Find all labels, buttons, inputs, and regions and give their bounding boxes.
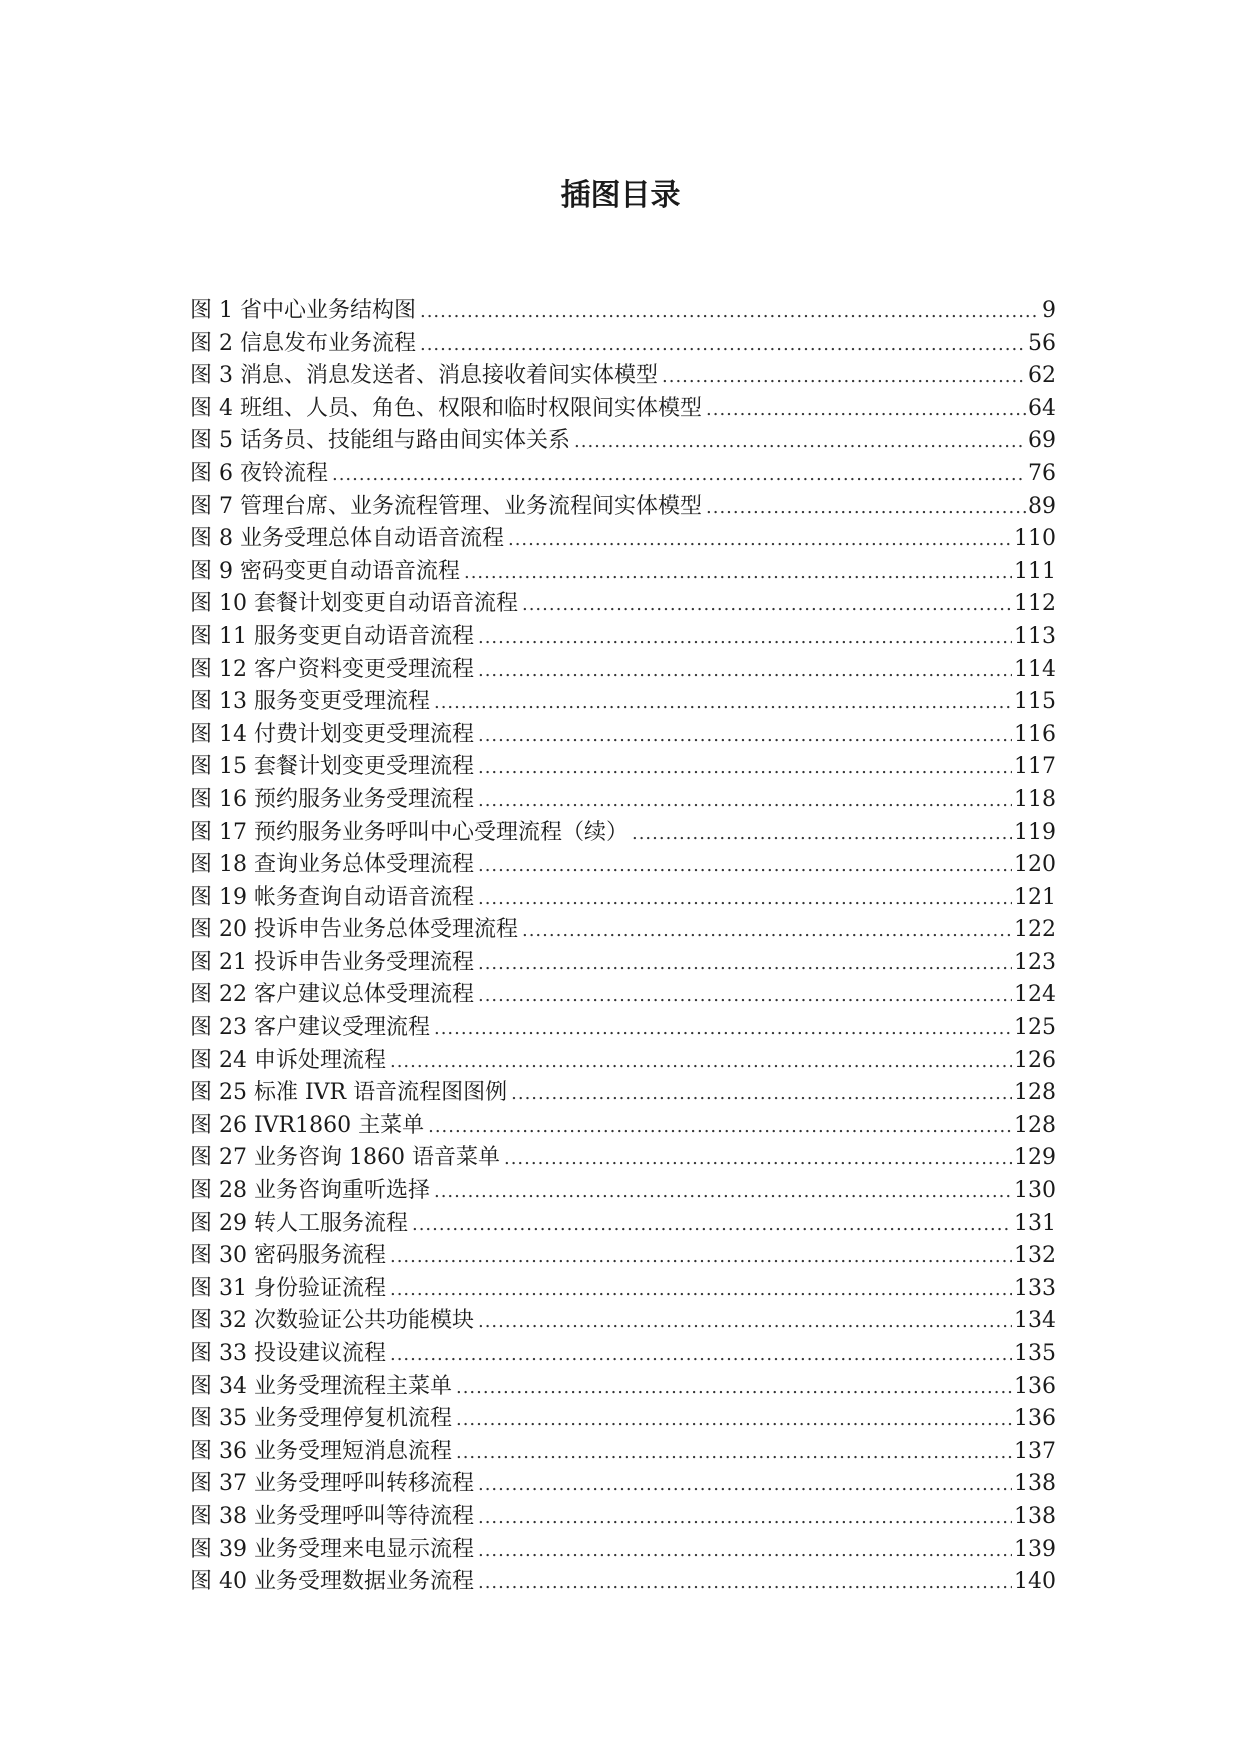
toc-entry-label: 图 40 业务受理数据业务流程 bbox=[190, 1569, 474, 1595]
toc-entry[interactable] bbox=[190, 458, 1056, 491]
toc-entry-label: 图 35 业务受理停复机流程 bbox=[190, 1406, 452, 1432]
dot-leader bbox=[478, 1535, 1012, 1567]
toc-entry-page-number: 110 bbox=[1014, 526, 1056, 552]
toc-entry[interactable] bbox=[190, 556, 1056, 589]
toc-entry-label: 图 5 话务员、技能组与路由间实体关系 bbox=[190, 428, 570, 454]
toc-entry[interactable] bbox=[190, 654, 1056, 687]
toc-entry-page-number: 121 bbox=[1014, 884, 1056, 910]
toc-entry-label: 图 2 信息发布业务流程 bbox=[190, 330, 416, 356]
toc-entry[interactable] bbox=[190, 686, 1056, 719]
dot-leader bbox=[456, 1437, 1012, 1469]
toc-entry[interactable] bbox=[190, 621, 1056, 654]
page-title: 插图目录 bbox=[560, 178, 681, 213]
dot-leader bbox=[706, 394, 1026, 426]
toc-entry[interactable] bbox=[190, 979, 1056, 1012]
dot-leader bbox=[478, 655, 1012, 687]
toc-entry-label: 图 29 转人工服务流程 bbox=[190, 1210, 408, 1236]
toc-entry[interactable] bbox=[190, 1077, 1056, 1110]
toc-entry-page-number: 133 bbox=[1014, 1275, 1056, 1301]
toc-entry[interactable] bbox=[190, 393, 1056, 426]
figure-list bbox=[190, 295, 1056, 1599]
dot-leader bbox=[434, 687, 1012, 719]
toc-entry[interactable] bbox=[190, 882, 1056, 915]
dot-leader bbox=[420, 329, 1026, 361]
dot-leader bbox=[478, 752, 1012, 784]
dot-leader bbox=[574, 426, 1026, 458]
toc-entry[interactable] bbox=[190, 1566, 1056, 1599]
toc-entry-page-number: 132 bbox=[1014, 1243, 1056, 1269]
toc-entry-label: 图 38 业务受理呼叫等待流程 bbox=[190, 1503, 474, 1529]
toc-entry-label: 图 33 投设建议流程 bbox=[190, 1341, 386, 1366]
dot-leader bbox=[456, 1404, 1012, 1436]
toc-entry-label: 图 25 标准 IVR 语音流程图图例 bbox=[190, 1080, 508, 1106]
dot-leader bbox=[390, 1241, 1012, 1273]
dot-leader bbox=[464, 557, 1012, 589]
dot-leader bbox=[428, 1111, 1012, 1143]
toc-entry-page-number: 122 bbox=[1014, 917, 1056, 943]
toc-entry[interactable] bbox=[190, 1012, 1056, 1045]
toc-entry-page-number: 131 bbox=[1014, 1210, 1056, 1236]
toc-entry-label: 图 7 管理台席、业务流程管理、业务流程间实体模型 bbox=[190, 493, 702, 519]
toc-entry[interactable] bbox=[190, 1436, 1056, 1469]
toc-entry[interactable] bbox=[190, 914, 1056, 947]
toc-entry[interactable] bbox=[190, 1208, 1056, 1241]
dot-leader bbox=[478, 785, 1012, 817]
toc-entry-page-number: 125 bbox=[1014, 1015, 1056, 1041]
toc-entry-label: 图 21 投诉申告业务受理流程 bbox=[190, 949, 474, 975]
toc-entry-page-number: 76 bbox=[1028, 460, 1056, 486]
dot-leader bbox=[390, 1274, 1012, 1306]
toc-entry-page-number: 62 bbox=[1028, 363, 1056, 389]
dot-leader bbox=[434, 1176, 1012, 1208]
toc-entry[interactable] bbox=[190, 1371, 1056, 1404]
toc-entry-page-number: 140 bbox=[1014, 1569, 1056, 1595]
toc-entry-page-number: 128 bbox=[1014, 1080, 1056, 1106]
toc-entry-label: 图 39 业务受理来电显示流程 bbox=[190, 1536, 474, 1562]
toc-entry-label: 图 34 业务受理流程主菜单 bbox=[190, 1373, 452, 1399]
dot-leader bbox=[478, 1469, 1012, 1501]
toc-entry-label: 图 6 夜铃流程 bbox=[190, 460, 328, 486]
toc-entry[interactable] bbox=[190, 491, 1056, 524]
toc-entry-label: 图 3 消息、消息发送者、消息接收着间实体模型 bbox=[190, 363, 658, 389]
toc-entry[interactable] bbox=[190, 817, 1056, 850]
toc-entry-page-number: 137 bbox=[1014, 1438, 1056, 1464]
toc-entry[interactable] bbox=[190, 328, 1056, 361]
dot-leader bbox=[478, 1306, 1012, 1338]
toc-entry-label: 图 23 客户建议受理流程 bbox=[190, 1015, 430, 1041]
toc-entry-page-number: 64 bbox=[1028, 395, 1056, 421]
dot-leader bbox=[478, 883, 1012, 915]
toc-entry-page-number: 114 bbox=[1014, 656, 1056, 682]
toc-entry[interactable] bbox=[190, 425, 1056, 458]
toc-entry-page-number: 139 bbox=[1014, 1536, 1056, 1562]
toc-entry-page-number: 136 bbox=[1014, 1406, 1056, 1432]
dot-leader bbox=[511, 1078, 1012, 1110]
toc-entry[interactable] bbox=[190, 588, 1056, 621]
toc-entry[interactable] bbox=[190, 1273, 1056, 1306]
toc-entry-label: 图 12 客户资料变更受理流程 bbox=[190, 656, 474, 682]
dot-leader bbox=[332, 459, 1026, 491]
toc-entry[interactable] bbox=[190, 1110, 1056, 1143]
toc-entry-page-number: 135 bbox=[1014, 1341, 1056, 1366]
toc-entry-page-number: 56 bbox=[1028, 330, 1056, 356]
toc-entry-page-number: 124 bbox=[1014, 982, 1056, 1008]
toc-entry-page-number: 136 bbox=[1014, 1373, 1056, 1399]
toc-entry-page-number: 129 bbox=[1014, 1145, 1056, 1171]
toc-entry[interactable] bbox=[190, 719, 1056, 752]
toc-entry-page-number: 120 bbox=[1014, 852, 1056, 878]
toc-entry-label: 图 20 投诉申告业务总体受理流程 bbox=[190, 917, 518, 943]
toc-entry-page-number: 138 bbox=[1014, 1503, 1056, 1529]
toc-entry-label: 图 4 班组、人员、角色、权限和临时权限间实体模型 bbox=[190, 395, 702, 421]
toc-entry-page-number: 89 bbox=[1028, 493, 1056, 519]
toc-entry[interactable] bbox=[190, 360, 1056, 393]
toc-entry[interactable] bbox=[190, 751, 1056, 784]
toc-entry-label: 图 10 套餐计划变更自动语音流程 bbox=[190, 591, 518, 617]
toc-entry-label: 图 24 申诉处理流程 bbox=[190, 1047, 386, 1073]
toc-entry[interactable] bbox=[190, 1240, 1056, 1273]
toc-entry[interactable] bbox=[190, 1305, 1056, 1338]
dot-leader bbox=[390, 1339, 1012, 1371]
toc-entry-label: 图 37 业务受理呼叫转移流程 bbox=[190, 1471, 474, 1497]
toc-entry-page-number: 123 bbox=[1014, 949, 1056, 975]
toc-entry-page-number: 126 bbox=[1014, 1047, 1056, 1073]
toc-entry[interactable] bbox=[190, 523, 1056, 556]
toc-entry-page-number: 118 bbox=[1014, 786, 1056, 812]
toc-entry[interactable] bbox=[190, 849, 1056, 882]
dot-leader bbox=[390, 1046, 1012, 1078]
toc-entry[interactable] bbox=[190, 947, 1056, 980]
toc-entry-label: 图 28 业务咨询重听选择 bbox=[190, 1178, 430, 1204]
toc-entry-label: 图 22 客户建议总体受理流程 bbox=[190, 982, 474, 1008]
toc-entry[interactable] bbox=[190, 1175, 1056, 1208]
dot-leader bbox=[706, 492, 1026, 524]
toc-entry-label: 图 30 密码服务流程 bbox=[190, 1243, 386, 1269]
toc-entry-label: 图 11 服务变更自动语音流程 bbox=[190, 623, 474, 649]
toc-entry-label: 图 26 IVR1860 主菜单 bbox=[190, 1112, 425, 1138]
toc-entry-label: 图 36 业务受理短消息流程 bbox=[190, 1438, 452, 1464]
toc-entry[interactable] bbox=[190, 784, 1056, 817]
dot-leader bbox=[412, 1209, 1012, 1241]
dot-leader bbox=[662, 361, 1026, 393]
dot-leader bbox=[478, 622, 1012, 654]
toc-entry[interactable] bbox=[190, 1501, 1056, 1534]
dot-leader bbox=[420, 296, 1040, 328]
dot-leader bbox=[478, 1502, 1012, 1534]
toc-entry-page-number: 134 bbox=[1014, 1308, 1056, 1334]
toc-entry-label: 图 16 预约服务业务受理流程 bbox=[190, 786, 474, 812]
toc-entry-label: 图 32 次数验证公共功能模块 bbox=[190, 1308, 474, 1334]
toc-entry[interactable] bbox=[190, 1403, 1056, 1436]
toc-entry-label: 图 27 业务咨询 1860 语音菜单 bbox=[190, 1145, 500, 1171]
toc-entry-label: 图 14 付费计划变更受理流程 bbox=[190, 721, 474, 747]
dot-leader bbox=[508, 524, 1012, 556]
toc-entry-page-number: 9 bbox=[1042, 298, 1056, 323]
dot-leader bbox=[478, 850, 1012, 882]
toc-entry[interactable] bbox=[190, 1338, 1056, 1371]
toc-entry-label: 图 31 身份验证流程 bbox=[190, 1275, 386, 1301]
dot-leader bbox=[478, 980, 1012, 1012]
toc-entry-label: 图 19 帐务查询自动语音流程 bbox=[190, 884, 474, 910]
dot-leader bbox=[504, 1143, 1012, 1175]
toc-entry-label: 图 18 查询业务总体受理流程 bbox=[190, 852, 474, 878]
toc-entry-page-number: 111 bbox=[1014, 558, 1056, 584]
toc-entry-page-number: 113 bbox=[1014, 623, 1056, 649]
dot-leader bbox=[522, 915, 1012, 947]
toc-entry-page-number: 130 bbox=[1014, 1178, 1056, 1204]
toc-entry-label: 图 1 省中心业务结构图 bbox=[190, 298, 416, 323]
dot-leader bbox=[434, 1013, 1012, 1045]
dot-leader bbox=[522, 589, 1012, 621]
dot-leader bbox=[478, 948, 1012, 980]
toc-entry-page-number: 119 bbox=[1014, 819, 1056, 845]
toc-entry-label: 图 9 密码变更自动语音流程 bbox=[190, 558, 460, 584]
toc-entry[interactable] bbox=[190, 1468, 1056, 1501]
toc-entry[interactable] bbox=[190, 1534, 1056, 1567]
toc-entry-page-number: 128 bbox=[1014, 1112, 1056, 1138]
toc-entry-page-number: 112 bbox=[1014, 591, 1056, 617]
toc-entry[interactable] bbox=[190, 295, 1056, 328]
toc-entry-label: 图 15 套餐计划变更受理流程 bbox=[190, 754, 474, 780]
toc-entry-page-number: 117 bbox=[1014, 754, 1056, 780]
toc-entry[interactable] bbox=[190, 1045, 1056, 1078]
toc-entry[interactable] bbox=[190, 1142, 1056, 1175]
toc-entry-label: 图 17 预约服务业务呼叫中心受理流程（续） bbox=[190, 819, 628, 845]
dot-leader bbox=[478, 720, 1012, 752]
toc-entry-page-number: 115 bbox=[1014, 689, 1056, 715]
toc-entry-label: 图 13 服务变更受理流程 bbox=[190, 689, 430, 715]
toc-entry-page-number: 116 bbox=[1014, 721, 1056, 747]
toc-entry-page-number: 69 bbox=[1028, 428, 1056, 454]
dot-leader bbox=[478, 1567, 1012, 1599]
toc-entry-page-number: 138 bbox=[1014, 1471, 1056, 1497]
dot-leader bbox=[632, 818, 1012, 850]
toc-entry-label: 图 8 业务受理总体自动语音流程 bbox=[190, 526, 504, 552]
dot-leader bbox=[456, 1372, 1012, 1404]
